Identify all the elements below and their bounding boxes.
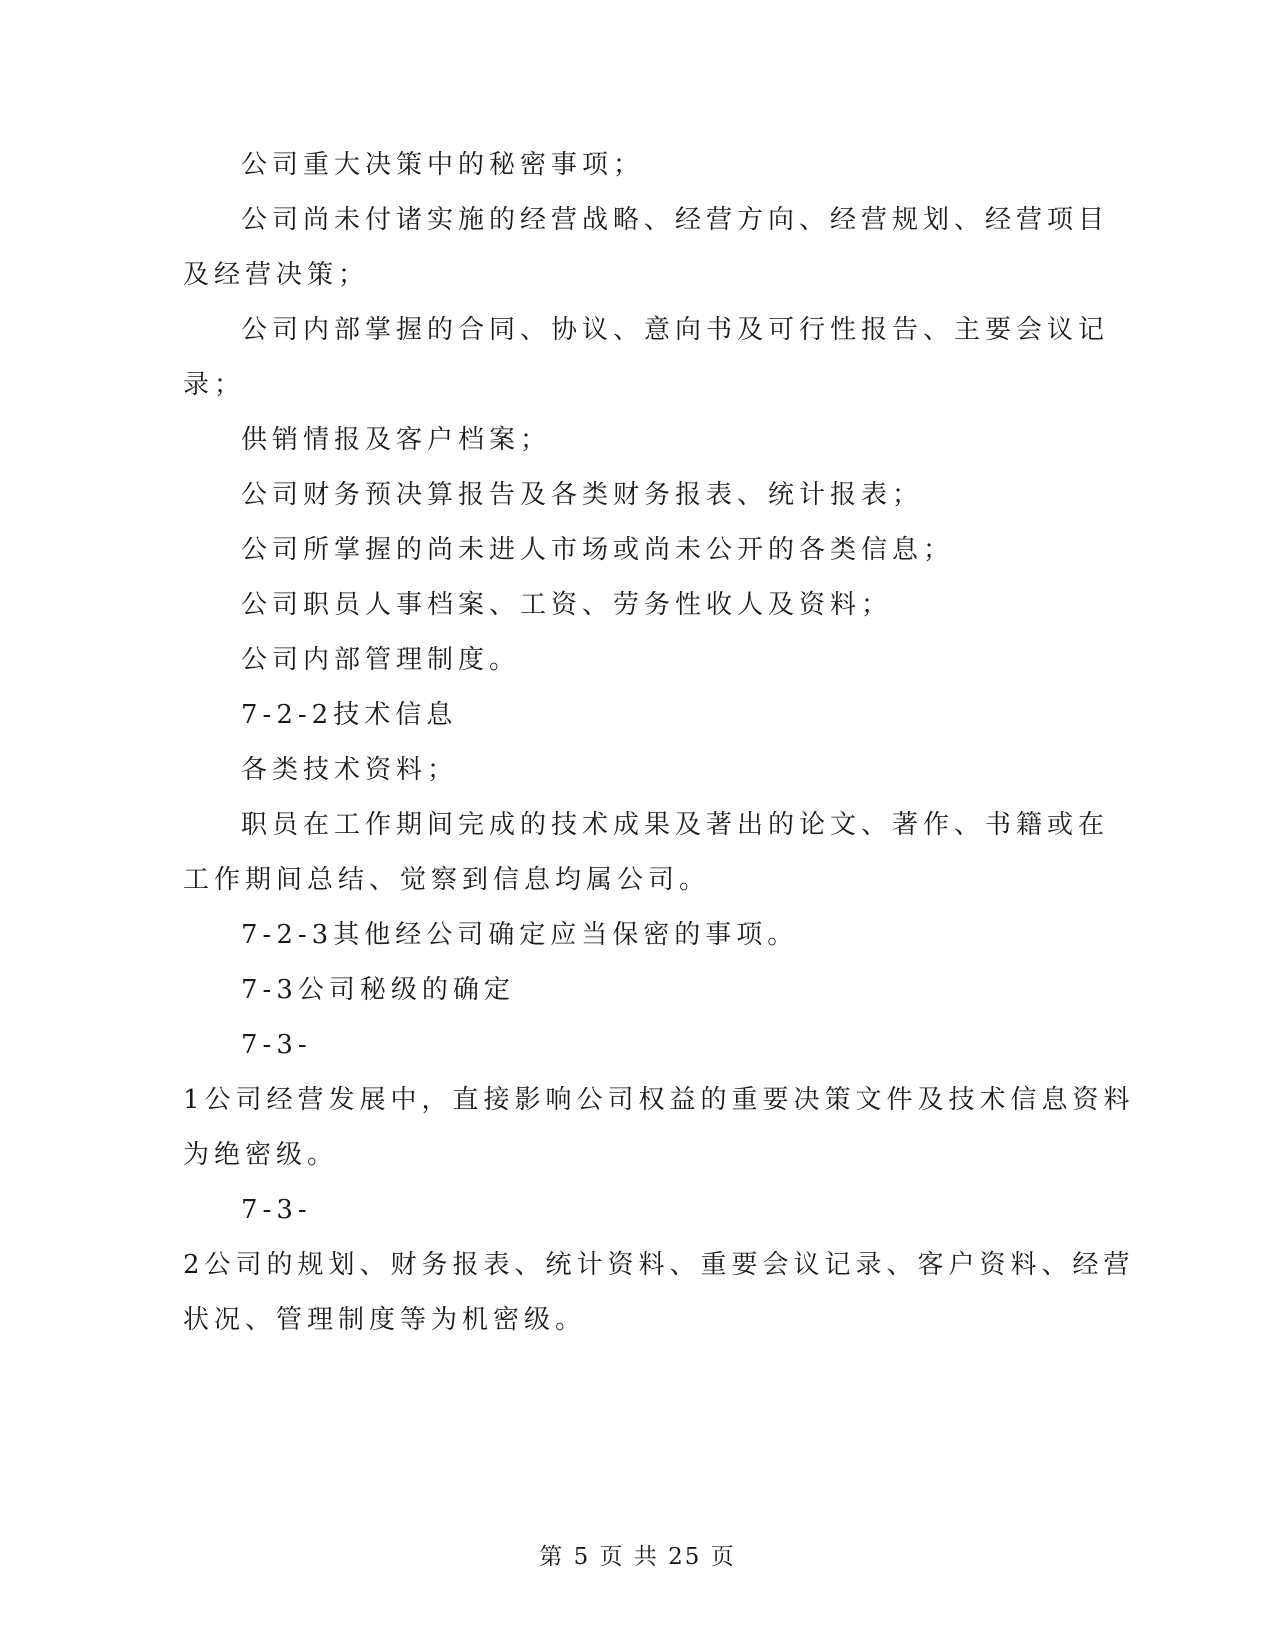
paragraph-line: 状况、管理制度等为机密级。 — [183, 1305, 587, 1335]
total-pages-number: 25 — [668, 1544, 702, 1570]
section-heading: 7-2-3其他经公司确定应当保密的事项。 — [241, 920, 799, 950]
footer-prefix: 第 — [539, 1544, 565, 1570]
section-heading: 7-2-2技术信息 — [241, 700, 458, 730]
page-footer — [0, 1538, 1275, 1571]
document-body — [183, 138, 1135, 1348]
paragraph-line: 公司财务预决算报告及各类财务报表、统计报表； — [241, 480, 924, 510]
paragraph-line: 公司内部掌握的合同、协议、意向书及可行性报告、主要会议记 — [241, 315, 1110, 345]
footer-suffix: 页 — [710, 1544, 736, 1570]
paragraph-line: 1公司经营发展中，直接影响公司权益的重要决策文件及技术信息资料 — [183, 1085, 1135, 1115]
section-heading: 7-3公司秘级的确定 — [241, 975, 515, 1005]
paragraph-line: 各类技术资料； — [241, 755, 459, 785]
paragraph-line: 为绝密级。 — [183, 1140, 339, 1170]
paragraph-line: 公司职员人事档案、工资、劳务性收人及资料； — [241, 590, 893, 620]
paragraph-line: 公司内部管理制度。 — [241, 645, 521, 675]
paragraph-line: 录； — [183, 370, 246, 400]
paragraph-line: 职员在工作期间完成的技术成果及著出的论文、著作、书籍或在 — [241, 810, 1110, 840]
current-page-number: 5 — [573, 1544, 591, 1570]
paragraph-line: 公司重大决策中的秘密事项； — [241, 150, 645, 180]
paragraph-line: 2公司的规划、财务报表、统计资料、重要会议记录、客户资料、经营 — [183, 1250, 1135, 1280]
paragraph-line: 工作期间总结、觉察到信息均属公司。 — [183, 865, 711, 895]
paragraph-line: 供销情报及客户档案； — [241, 425, 552, 455]
section-number: 7-3- — [241, 1030, 312, 1060]
section-number: 7-3- — [241, 1195, 312, 1225]
footer-middle: 页 共 — [599, 1544, 659, 1570]
paragraph-line: 及经营决策； — [183, 260, 370, 290]
paragraph-line: 公司所掌握的尚未进人市场或尚未公开的各类信息； — [241, 535, 955, 565]
paragraph-line: 公司尚未付诸实施的经营战略、经营方向、经营规划、经营项目 — [241, 205, 1110, 235]
